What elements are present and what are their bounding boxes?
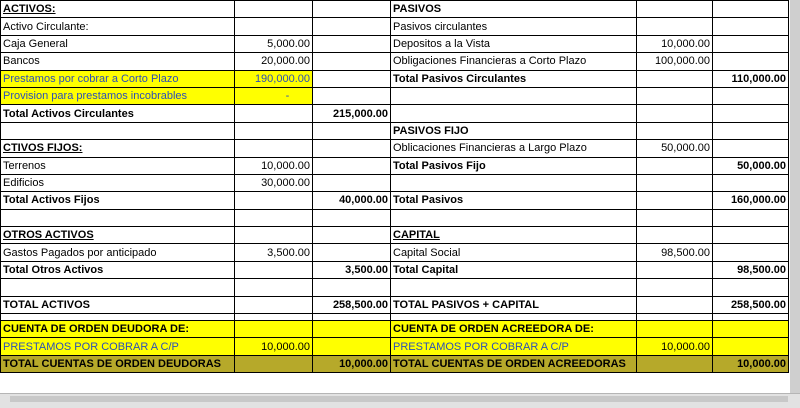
cell-r13-c4[interactable] bbox=[391, 209, 637, 226]
cell-r1-c5[interactable] bbox=[637, 1, 713, 18]
cell-r10-c2[interactable]: 10,000.00 bbox=[235, 157, 313, 174]
cell-r3-c2[interactable]: 5,000.00 bbox=[235, 35, 313, 52]
row-16 bbox=[1, 261, 789, 278]
cell-r3-c5[interactable]: 10,000.00 bbox=[637, 35, 713, 52]
cell-r8-c5[interactable] bbox=[637, 122, 713, 139]
cell-r2-c6[interactable] bbox=[713, 18, 789, 35]
cell-r9-c4[interactable]: Oblicaciones Financieras a Largo Plazo bbox=[391, 140, 637, 157]
cell-r22-c3[interactable]: 10,000.00 bbox=[313, 355, 391, 372]
cell-r4-c5[interactable]: 100,000.00 bbox=[637, 53, 713, 70]
cell-r21-c3[interactable] bbox=[313, 338, 391, 355]
cell-r14-c4[interactable]: CAPITAL bbox=[391, 227, 637, 244]
cell-r22-c6[interactable]: 10,000.00 bbox=[713, 355, 789, 372]
cell-r18-c4[interactable]: TOTAL PASIVOS + CAPITAL bbox=[391, 296, 637, 313]
cell-r18-c1[interactable]: TOTAL ACTIVOS bbox=[1, 296, 235, 313]
cell-r10-c6[interactable]: 50,000.00 bbox=[713, 157, 789, 174]
cell-r10-c4[interactable]: Total Pasivos Fijo bbox=[391, 157, 637, 174]
cell-r20-c6[interactable] bbox=[713, 321, 789, 338]
cell-r16-c2[interactable] bbox=[235, 261, 313, 278]
cell-r22-c5[interactable] bbox=[637, 355, 713, 372]
cell-r18-c3[interactable]: 258,500.00 bbox=[313, 296, 391, 313]
cell-r12-c1[interactable]: Total Activos Fijos bbox=[1, 192, 235, 209]
row-18 bbox=[1, 296, 789, 313]
cell-r11-c6[interactable] bbox=[713, 174, 789, 191]
cell-r2-c3[interactable] bbox=[313, 18, 391, 35]
cell-r16-c4[interactable]: Total Capital bbox=[391, 261, 637, 278]
row-8 bbox=[1, 122, 789, 139]
cell-r19-c4[interactable] bbox=[391, 314, 637, 321]
cell-r13-c3[interactable] bbox=[313, 209, 391, 226]
row-21 bbox=[1, 338, 789, 355]
cell-r9-c2[interactable] bbox=[235, 140, 313, 157]
cell-r9-c5[interactable]: 50,000.00 bbox=[637, 140, 713, 157]
cell-r15-c3[interactable] bbox=[313, 244, 391, 261]
cell-r16-c1[interactable]: Total Otros Activos bbox=[1, 261, 235, 278]
row-2 bbox=[1, 18, 789, 35]
row-11 bbox=[1, 174, 789, 191]
cell-r15-c4[interactable]: Capital Social bbox=[391, 244, 637, 261]
cell-r19-c3[interactable] bbox=[313, 314, 391, 321]
cell-r17-c5[interactable] bbox=[637, 279, 713, 296]
cell-r4-c6[interactable] bbox=[713, 53, 789, 70]
cell-r20-c3[interactable] bbox=[313, 321, 391, 338]
cell-r3-c1[interactable]: Caja General bbox=[1, 35, 235, 52]
cell-r7-c6[interactable] bbox=[713, 105, 789, 122]
row-7 bbox=[1, 105, 789, 122]
cell-r1-c2[interactable] bbox=[235, 1, 313, 18]
cell-r11-c3[interactable] bbox=[313, 174, 391, 191]
row-10 bbox=[1, 157, 789, 174]
cell-r20-c2[interactable] bbox=[235, 321, 313, 338]
cell-r19-c5[interactable] bbox=[637, 314, 713, 321]
cell-r17-c3[interactable] bbox=[313, 279, 391, 296]
cell-r21-c2[interactable]: 10,000.00 bbox=[235, 338, 313, 355]
cell-r14-c6[interactable] bbox=[713, 227, 789, 244]
row-19 bbox=[1, 314, 789, 321]
horizontal-scrollbar-thumb[interactable] bbox=[10, 396, 788, 402]
cell-r13-c1[interactable] bbox=[1, 209, 235, 226]
cell-r12-c4[interactable]: Total Pasivos bbox=[391, 192, 637, 209]
cell-r16-c6[interactable]: 98,500.00 bbox=[713, 261, 789, 278]
cell-r2-c1[interactable]: Activo Circulante: bbox=[1, 18, 235, 35]
cell-r5-c3[interactable] bbox=[313, 70, 391, 87]
cell-r6-c5[interactable] bbox=[637, 87, 713, 104]
cell-r1-c6[interactable] bbox=[713, 1, 789, 18]
row-3 bbox=[1, 35, 789, 52]
cell-r8-c1[interactable] bbox=[1, 122, 235, 139]
cell-r19-c1[interactable] bbox=[1, 314, 235, 321]
cell-r1-c3[interactable] bbox=[313, 1, 391, 18]
cell-r2-c2[interactable] bbox=[235, 18, 313, 35]
cell-r10-c5[interactable] bbox=[637, 157, 713, 174]
row-14 bbox=[1, 227, 789, 244]
cell-r21-c5[interactable]: 10,000.00 bbox=[637, 338, 713, 355]
cell-r8-c2[interactable] bbox=[235, 122, 313, 139]
cell-r12-c2[interactable] bbox=[235, 192, 313, 209]
cell-r8-c4[interactable]: PASIVOS FIJO bbox=[391, 122, 637, 139]
cell-r2-c4[interactable]: Pasivos circulantes bbox=[391, 18, 637, 35]
cell-r19-c2[interactable] bbox=[235, 314, 313, 321]
cell-r4-c1[interactable]: Bancos bbox=[1, 53, 235, 70]
row-9 bbox=[1, 140, 789, 157]
cell-r16-c5[interactable] bbox=[637, 261, 713, 278]
cell-r7-c3[interactable]: 215,000.00 bbox=[313, 105, 391, 122]
cell-r21-c1[interactable]: PRESTAMOS POR COBRAR A C/P bbox=[1, 338, 235, 355]
cell-r15-c6[interactable] bbox=[713, 244, 789, 261]
cell-r3-c3[interactable] bbox=[313, 35, 391, 52]
cell-r22-c4[interactable]: TOTAL CUENTAS DE ORDEN ACREEDORAS bbox=[391, 355, 637, 372]
cell-r16-c3[interactable]: 3,500.00 bbox=[313, 261, 391, 278]
cell-r18-c2[interactable] bbox=[235, 296, 313, 313]
row-6 bbox=[1, 87, 789, 104]
cell-r9-c3[interactable] bbox=[313, 140, 391, 157]
cell-r13-c5[interactable] bbox=[637, 209, 713, 226]
row-13 bbox=[1, 209, 789, 226]
cell-r4-c4[interactable]: Obligaciones Financieras a Corto Plazo bbox=[391, 53, 637, 70]
cell-r1-c1[interactable]: ACTIVOS: bbox=[1, 1, 235, 18]
row-4 bbox=[1, 53, 789, 70]
cell-r18-c5[interactable] bbox=[637, 296, 713, 313]
row-5 bbox=[1, 70, 789, 87]
cell-r12-c3[interactable]: 40,000.00 bbox=[313, 192, 391, 209]
row-20 bbox=[1, 321, 789, 338]
row-22 bbox=[1, 355, 789, 372]
cell-r12-c5[interactable] bbox=[637, 192, 713, 209]
cell-r5-c1[interactable]: Prestamos por cobrar a Corto Plazo bbox=[1, 70, 235, 87]
cell-r14-c2[interactable] bbox=[235, 227, 313, 244]
cell-r13-c2[interactable] bbox=[235, 209, 313, 226]
cell-r6-c6[interactable] bbox=[713, 87, 789, 104]
cell-r9-c6[interactable] bbox=[713, 140, 789, 157]
cell-r13-c6[interactable] bbox=[713, 209, 789, 226]
cell-r10-c3[interactable] bbox=[313, 157, 391, 174]
cell-r6-c2[interactable]: - bbox=[235, 87, 313, 104]
cell-r4-c2[interactable]: 20,000.00 bbox=[235, 53, 313, 70]
vertical-scrollbar[interactable] bbox=[790, 0, 800, 400]
cell-r7-c5[interactable] bbox=[637, 105, 713, 122]
cell-r6-c1[interactable]: Provision para prestamos incobrables bbox=[1, 87, 235, 104]
cell-r7-c2[interactable] bbox=[235, 105, 313, 122]
cell-r12-c6[interactable]: 160,000.00 bbox=[713, 192, 789, 209]
cell-r7-c4[interactable] bbox=[391, 105, 637, 122]
cell-r14-c5[interactable] bbox=[637, 227, 713, 244]
cell-r18-c6[interactable]: 258,500.00 bbox=[713, 296, 789, 313]
cell-r3-c6[interactable] bbox=[713, 35, 789, 52]
cell-r2-c5[interactable] bbox=[637, 18, 713, 35]
cell-r22-c1[interactable]: TOTAL CUENTAS DE ORDEN DEUDORAS bbox=[1, 355, 235, 372]
cell-r20-c1[interactable]: CUENTA DE ORDEN DEUDORA DE: bbox=[1, 321, 235, 338]
cell-r20-c5[interactable] bbox=[637, 321, 713, 338]
cell-r21-c6[interactable] bbox=[713, 338, 789, 355]
cell-r17-c6[interactable] bbox=[713, 279, 789, 296]
cell-r3-c4[interactable]: Depositos a la Vista bbox=[391, 35, 637, 52]
cell-r5-c6[interactable]: 110,000.00 bbox=[713, 70, 789, 87]
row-17 bbox=[1, 279, 789, 296]
row-1 bbox=[1, 1, 789, 18]
cell-r14-c1[interactable]: OTROS ACTIVOS bbox=[1, 227, 235, 244]
cell-r15-c5[interactable]: 98,500.00 bbox=[637, 244, 713, 261]
cell-r15-c2[interactable]: 3,500.00 bbox=[235, 244, 313, 261]
cell-r9-c1[interactable]: CTIVOS FIJOS: bbox=[1, 140, 235, 157]
cell-r6-c4[interactable] bbox=[391, 87, 637, 104]
cell-r10-c1[interactable]: Terrenos bbox=[1, 157, 235, 174]
cell-r5-c5[interactable] bbox=[637, 70, 713, 87]
cell-r5-c4[interactable]: Total Pasivos Circulantes bbox=[391, 70, 637, 87]
cell-r17-c4[interactable] bbox=[391, 279, 637, 296]
cell-r11-c5[interactable] bbox=[637, 174, 713, 191]
cell-r17-c1[interactable] bbox=[1, 279, 235, 296]
cell-r8-c6[interactable] bbox=[713, 122, 789, 139]
cell-r11-c4[interactable] bbox=[391, 174, 637, 191]
cell-r19-c6[interactable] bbox=[713, 314, 789, 321]
cell-r21-c4[interactable]: PRESTAMOS POR COBRAR A C/P bbox=[391, 338, 637, 355]
cell-r17-c2[interactable] bbox=[235, 279, 313, 296]
cell-r22-c2[interactable] bbox=[235, 355, 313, 372]
row-15 bbox=[1, 244, 789, 261]
cell-r1-c4[interactable]: PASIVOS bbox=[391, 1, 637, 18]
cell-r6-c3[interactable] bbox=[313, 87, 391, 104]
cell-r11-c2[interactable]: 30,000.00 bbox=[235, 174, 313, 191]
cell-r5-c2[interactable]: 190,000.00 bbox=[235, 70, 313, 87]
cell-r7-c1[interactable]: Total Activos Circulantes bbox=[1, 105, 235, 122]
cell-r4-c3[interactable] bbox=[313, 53, 391, 70]
cell-r15-c1[interactable]: Gastos Pagados por anticipado bbox=[1, 244, 235, 261]
cell-r14-c3[interactable] bbox=[313, 227, 391, 244]
cell-r11-c1[interactable]: Edificios bbox=[1, 174, 235, 191]
cell-r8-c3[interactable] bbox=[313, 122, 391, 139]
row-12 bbox=[1, 192, 789, 209]
cell-r20-c4[interactable]: CUENTA DE ORDEN ACREEDORA DE: bbox=[391, 321, 637, 338]
